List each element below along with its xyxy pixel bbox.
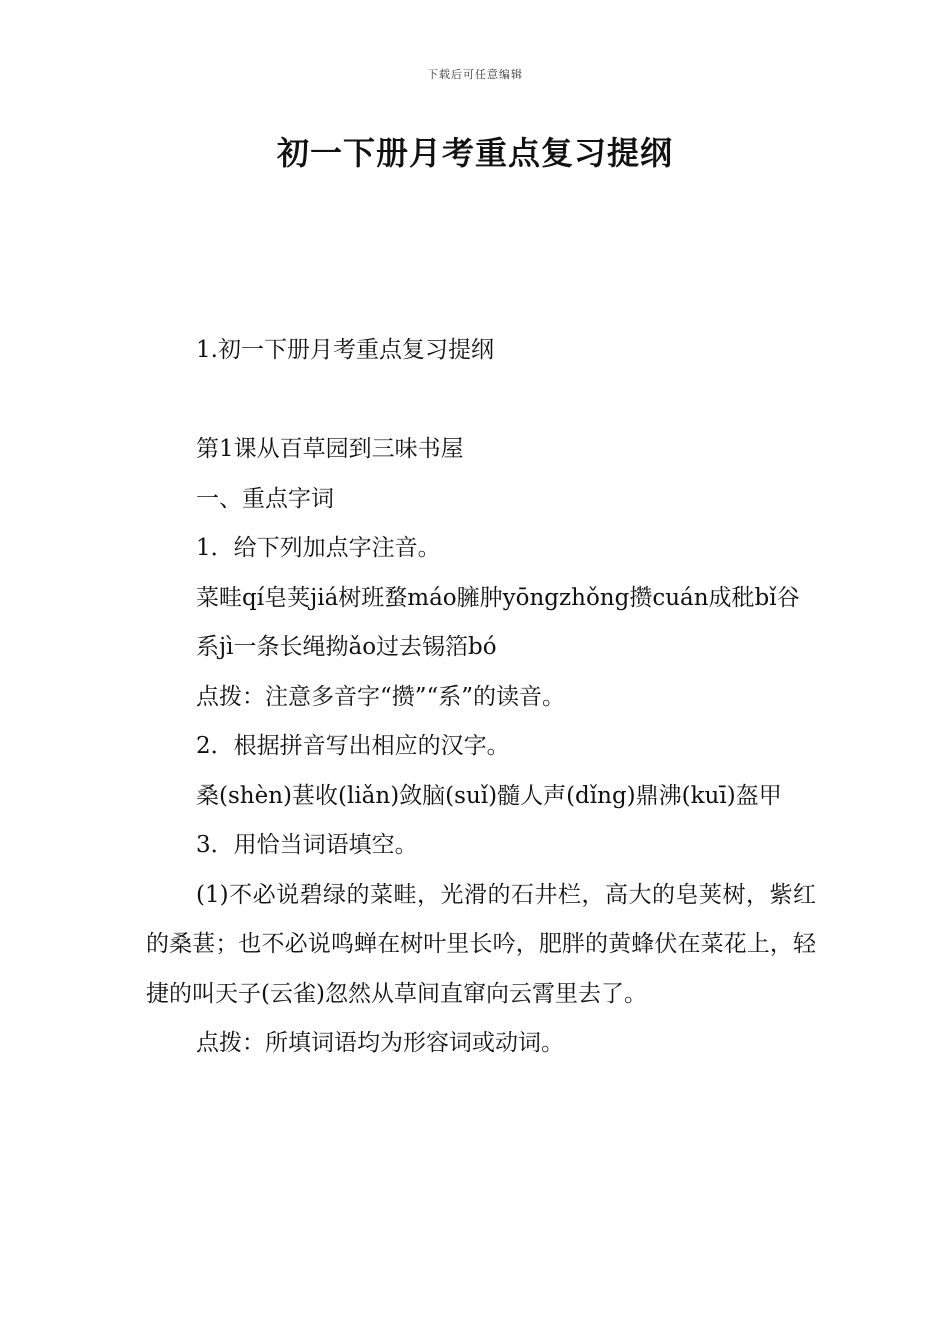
paragraph-question-2: 2．根据拼音写出相应的汉字。 <box>196 733 510 759</box>
paragraph-hint-1: 点拨：注意多音字“攒”“系”的读音。 <box>196 683 566 710</box>
paragraph-section-heading: 1.初一下册月考重点复习提纲 <box>196 337 494 363</box>
paragraph-lesson-title: 第1课从百草园到三味书屋 <box>196 436 464 462</box>
paragraph-pinyin-list-2: 系jì一条长绳拗ǎo过去锡箔bó <box>196 634 497 660</box>
document-body <box>146 326 816 1069</box>
paragraph-question-1: 1．给下列加点字注音。 <box>196 535 441 561</box>
paragraph-fill-in-text: (1)不必说碧绿的菜畦，光滑的石井栏，高大的皂荚树，紫红的桑葚；也不必说鸣蝉在树叶里长吟，肥胖的黄蜂伏在菜花上，轻捷的叫天子(云雀)忽然从草间直窜向云霄里去了。 <box>146 881 816 1007</box>
paragraph-hint-2: 点拨：所填词语均为形容词或动词。 <box>196 1030 564 1056</box>
paragraph-pinyin-list-1: 菜畦qí皂荚jiá树班蝥máo臃肿yōngzhǒng攒cuán成秕bǐ谷 <box>196 584 800 611</box>
document-title: 初一下册月考重点复习提纲 <box>276 134 673 172</box>
paragraph-part-heading: 一、重点字词 <box>196 485 334 512</box>
paragraph-question-3: 3．用恰当词语填空。 <box>196 832 418 858</box>
header-note: 下载后可任意编辑 <box>427 68 523 81</box>
paragraph-character-list: 桑(shèn)葚收(liǎn)敛脑(suǐ)髓人声(dǐng)鼎沸(kuī)盔甲 <box>196 782 782 809</box>
